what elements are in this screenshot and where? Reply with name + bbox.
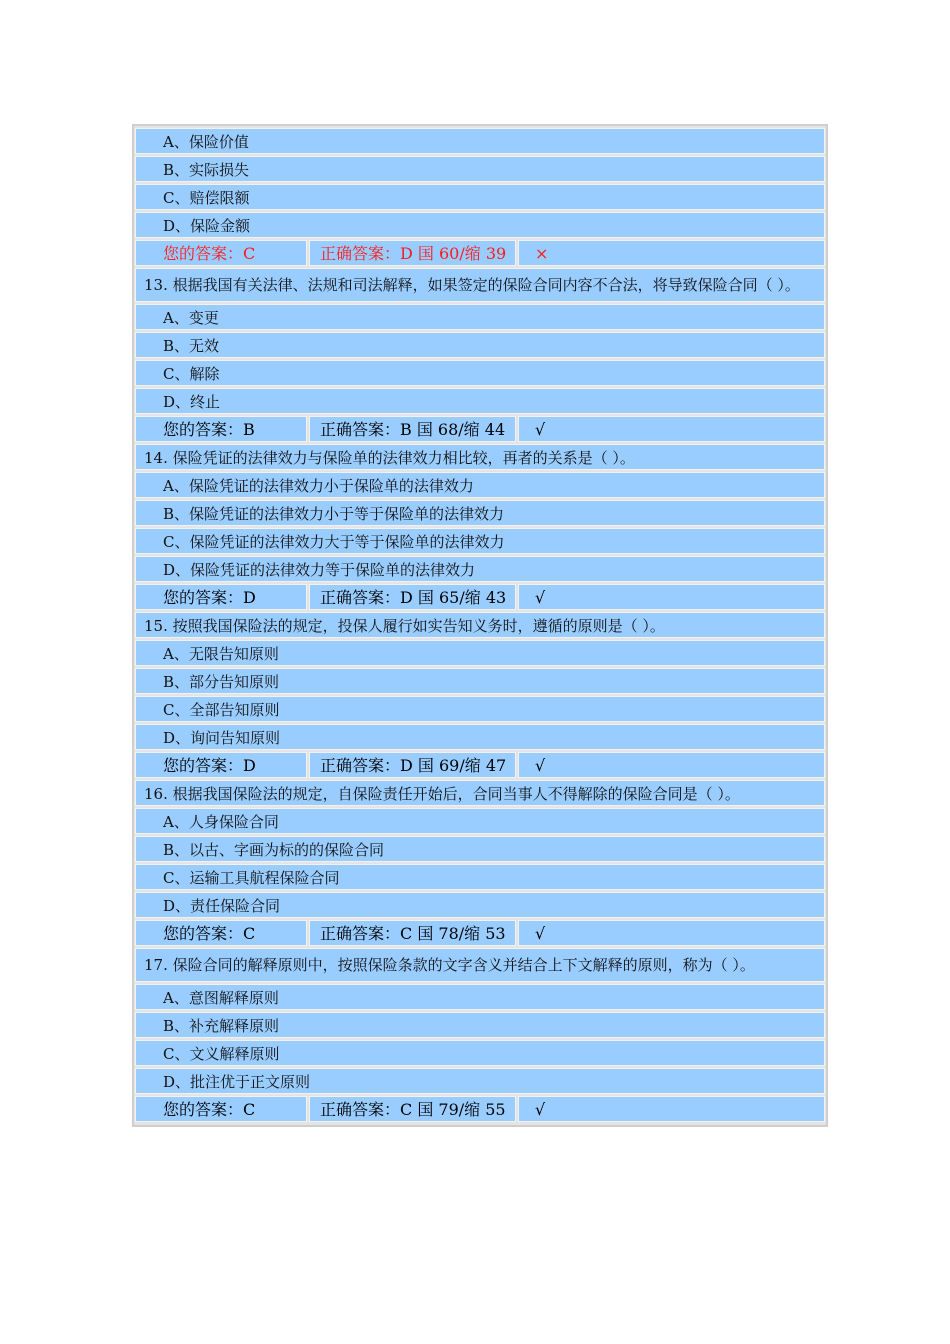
answer-option: A、保险价值 (135, 128, 825, 154)
answer-option: C、全部告知原则 (135, 696, 825, 722)
result-mark: √ (518, 584, 825, 610)
correct-answer: 正确答案：D 国 69/缩 47 (309, 752, 516, 778)
question-block (135, 612, 825, 778)
question-text: 14. 保险凭证的法律效力与保险单的法律效力相比较，再者的关系是（ ）。 (135, 444, 825, 470)
correct-answer: 正确答案：D 国 65/缩 43 (309, 584, 516, 610)
answer-option: D、保险金额 (135, 212, 825, 238)
answer-option: A、人身保险合同 (135, 808, 825, 834)
correct-answer: 正确答案：C 国 78/缩 53 (309, 920, 516, 946)
result-mark: × (518, 240, 825, 266)
question-block (135, 268, 825, 442)
answer-option: B、补充解释原则 (135, 1012, 825, 1038)
question-block (135, 444, 825, 610)
answer-option: D、责任保险合同 (135, 892, 825, 918)
result-row (135, 920, 825, 946)
correct-answer: 正确答案：B 国 68/缩 44 (309, 416, 516, 442)
answer-option: A、变更 (135, 304, 825, 330)
question-text: 15. 按照我国保险法的规定，投保人履行如实告知义务时，遵循的原则是（ ）。 (135, 612, 825, 638)
question-block (135, 948, 825, 1122)
quiz-table (132, 124, 828, 1127)
answer-option: C、文义解释原则 (135, 1040, 825, 1066)
your-answer: 您的答案：C (135, 1096, 307, 1122)
answer-option: C、赔偿限额 (135, 184, 825, 210)
your-answer: 您的答案：D (135, 584, 307, 610)
result-mark: √ (518, 752, 825, 778)
correct-answer: 正确答案：C 国 79/缩 55 (309, 1096, 516, 1122)
question-text: 13. 根据我国有关法律、法规和司法解释，如果签定的保险合同内容不合法，将导致保险合同（ ）。 (135, 268, 825, 302)
answer-option: D、终止 (135, 388, 825, 414)
question-text: 16. 根据我国保险法的规定，自保险责任开始后，合同当事人不得解除的保险合同是（ ）。 (135, 780, 825, 806)
result-row (135, 752, 825, 778)
correct-answer: 正确答案：D 国 60/缩 39 (309, 240, 516, 266)
question-block (135, 780, 825, 946)
answer-option: B、无效 (135, 332, 825, 358)
answer-option: C、保险凭证的法律效力大于等于保险单的法律效力 (135, 528, 825, 554)
your-answer: 您的答案：B (135, 416, 307, 442)
answer-option: A、意图解释原则 (135, 984, 825, 1010)
your-answer: 您的答案：C (135, 920, 307, 946)
result-row (135, 240, 825, 266)
result-row (135, 584, 825, 610)
answer-option: A、无限告知原则 (135, 640, 825, 666)
answer-option: B、保险凭证的法律效力小于等于保险单的法律效力 (135, 500, 825, 526)
answer-option: B、部分告知原则 (135, 668, 825, 694)
answer-option: D、询问告知原则 (135, 724, 825, 750)
answer-option: D、批注优于正文原则 (135, 1068, 825, 1094)
your-answer: 您的答案：D (135, 752, 307, 778)
your-answer: 您的答案：C (135, 240, 307, 266)
answer-option: A、保险凭证的法律效力小于保险单的法律效力 (135, 472, 825, 498)
answer-option: C、解除 (135, 360, 825, 386)
result-row (135, 1096, 825, 1122)
result-mark: √ (518, 920, 825, 946)
answer-option: D、保险凭证的法律效力等于保险单的法律效力 (135, 556, 825, 582)
result-mark: √ (518, 1096, 825, 1122)
result-mark: √ (518, 416, 825, 442)
question-text: 17. 保险合同的解释原则中，按照保险条款的文字含义并结合上下文解释的原则，称为（ ）。 (135, 948, 825, 982)
result-row (135, 416, 825, 442)
question-block (135, 128, 825, 266)
answer-option: B、实际损失 (135, 156, 825, 182)
answer-option: C、运输工具航程保险合同 (135, 864, 825, 890)
answer-option: B、以古、字画为标的的保险合同 (135, 836, 825, 862)
